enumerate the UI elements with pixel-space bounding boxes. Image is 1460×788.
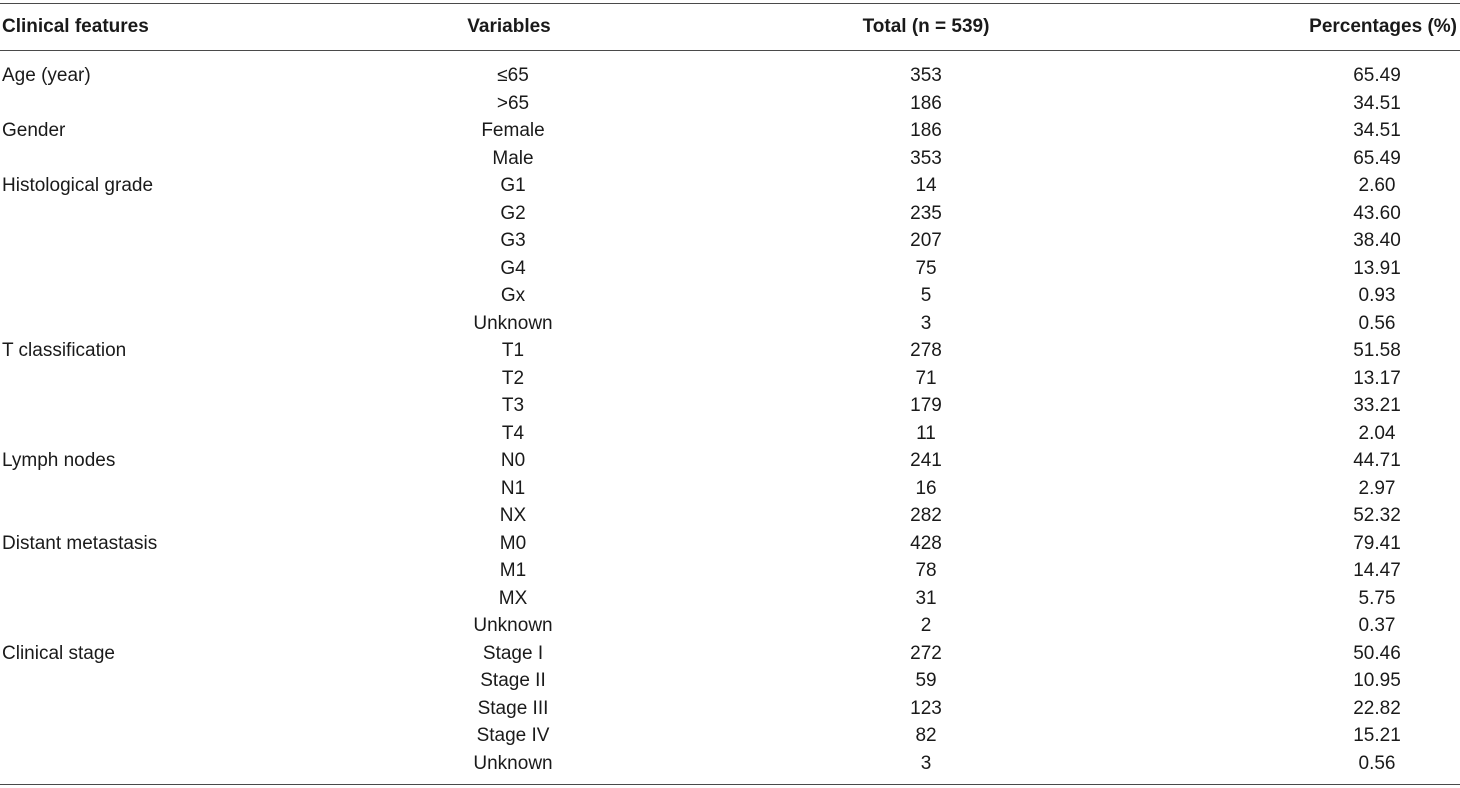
table-row: Stage IV 82 15.21 bbox=[476, 725, 1401, 746]
cell-clinical-feature: Distant metastasis bbox=[2, 532, 158, 554]
table-row: Clinical stage Stage I 272 50.46 bbox=[0, 640, 1460, 668]
table-body bbox=[0, 62, 1460, 777]
cell-clinical-feature: Gender bbox=[2, 120, 66, 141]
table-row: T3 179 33.21 bbox=[501, 395, 1401, 416]
cell-clinical-feature: T classification bbox=[2, 340, 127, 361]
header-clinical-features: Clinical features bbox=[2, 16, 149, 37]
table-row: T4 11 2.04 bbox=[501, 422, 1396, 444]
table-row: T classification T1 278 51.58 bbox=[0, 337, 1460, 365]
table-row: Lymph nodes N0 241 44.71 bbox=[0, 447, 1460, 475]
table-row: M1 78 14.47 bbox=[499, 560, 1401, 581]
table-row: Unknown 2 0.37 bbox=[473, 615, 1396, 636]
table-row: G2 235 43.60 bbox=[500, 202, 1401, 224]
cell-clinical-feature: Clinical stage bbox=[2, 642, 115, 664]
table-row: Gender Female 186 34.51 bbox=[0, 117, 1460, 145]
header-percentages: Percentages (%) bbox=[1309, 16, 1457, 37]
table-header-row: Clinical features Variables Total (n = 539) Percentages (%) bbox=[0, 3, 1460, 50]
table-row: >65 186 34.51 bbox=[496, 92, 1401, 114]
table-row: Distant metastasis M0 428 79.41 bbox=[0, 530, 1460, 558]
table-row: Histological grade G1 14 2.60 bbox=[0, 172, 1460, 200]
table-row: MX 31 5.75 bbox=[498, 587, 1396, 609]
cell-clinical-feature: Age (year) bbox=[2, 65, 91, 86]
table-row: G4 75 13.91 bbox=[500, 257, 1401, 279]
cell-clinical-feature: Histological grade bbox=[2, 175, 154, 196]
table-bottom-rule bbox=[0, 784, 1460, 785]
table-row: N1 16 2.97 bbox=[500, 477, 1396, 499]
cell-clinical-feature: Lymph nodes bbox=[2, 450, 116, 471]
table-row: Stage II 59 10.95 bbox=[480, 670, 1401, 691]
table-row: T2 71 13.17 bbox=[501, 367, 1401, 389]
table-row: Stage III 123 22.82 bbox=[477, 697, 1401, 719]
table-row: NX 282 52.32 bbox=[499, 505, 1401, 526]
table-row: Unknown 3 0.56 bbox=[473, 312, 1396, 334]
table-row: Male 353 65.49 bbox=[492, 147, 1401, 169]
table-header-rule bbox=[0, 50, 1460, 51]
table-row: Gx 5 0.93 bbox=[500, 285, 1396, 306]
table-row: Age (year) ≤65 353 65.49 bbox=[0, 62, 1460, 90]
table-row: G3 207 38.40 bbox=[500, 230, 1401, 251]
table-row: Unknown 3 0.56 bbox=[473, 752, 1396, 774]
